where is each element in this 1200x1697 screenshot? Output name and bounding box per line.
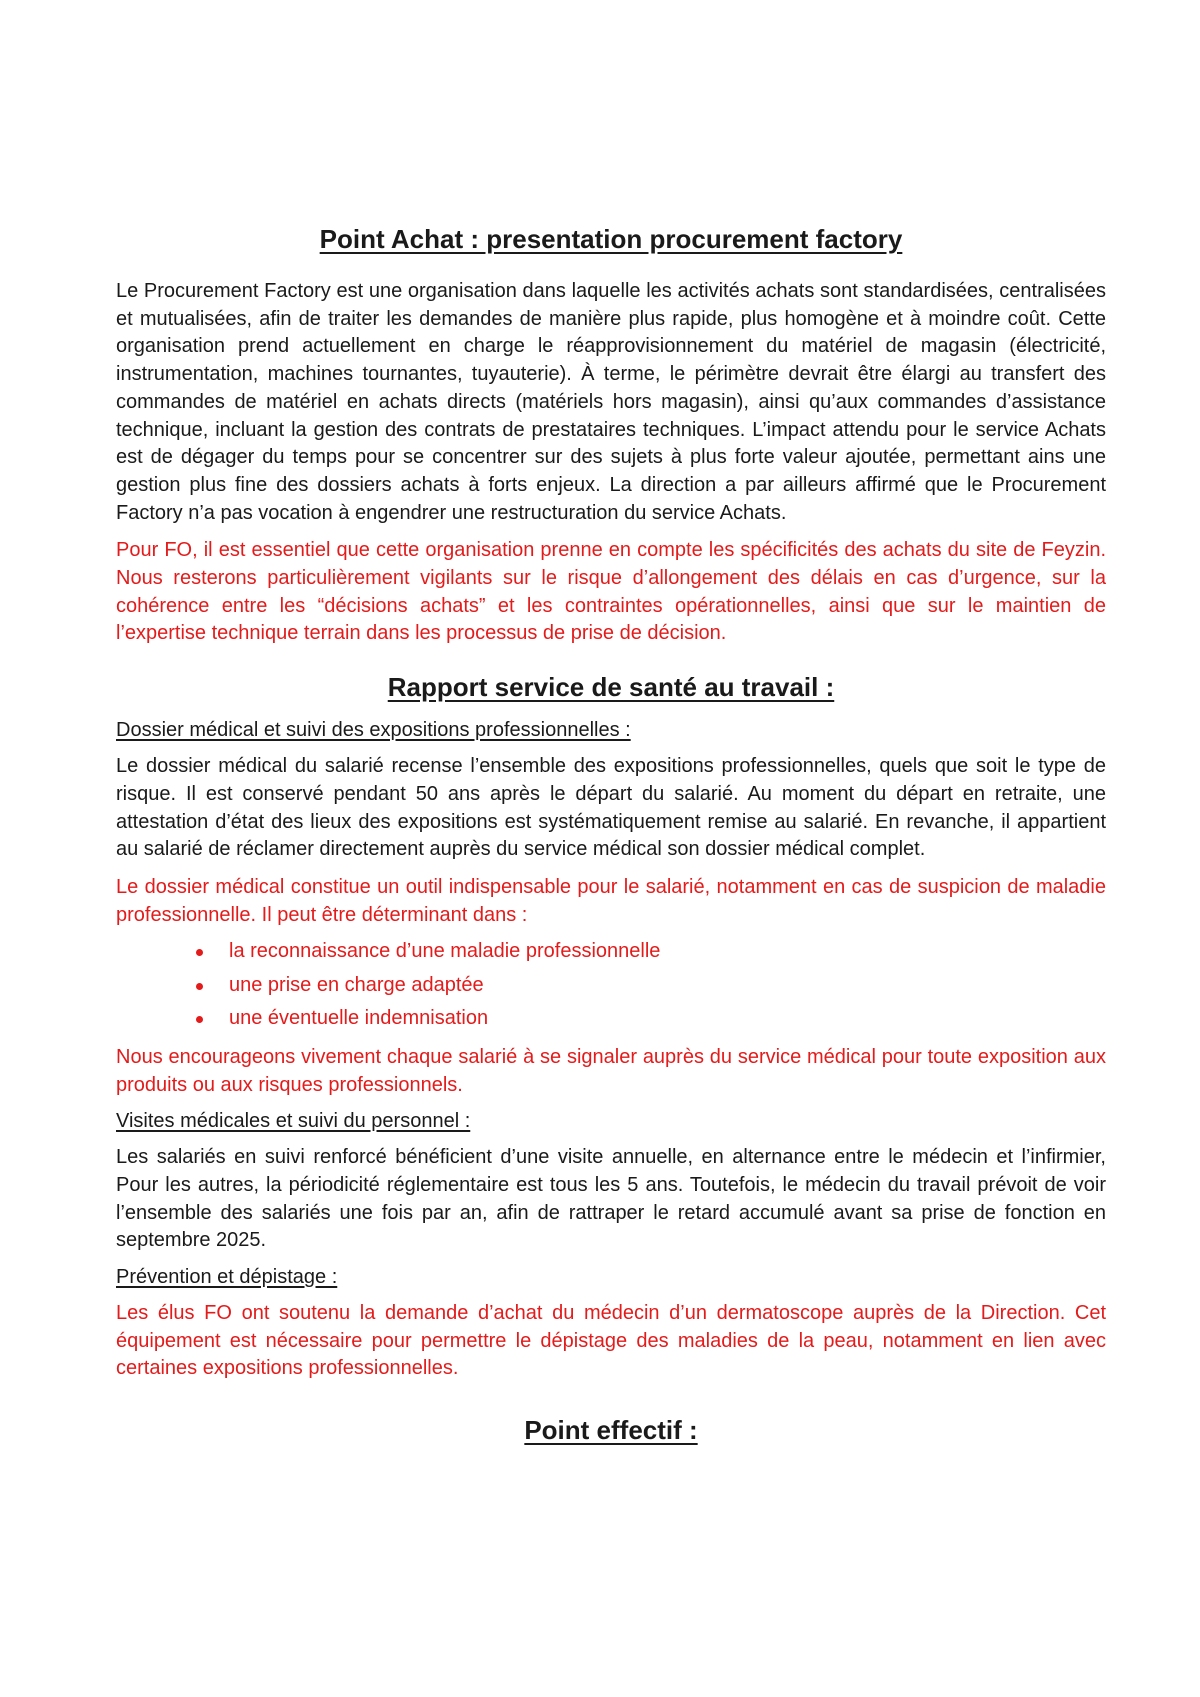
- fo-bullet-list: [116, 935, 1106, 1036]
- bullet-icon: [196, 1016, 203, 1023]
- visites-paragraph: Les salariés en suivi renforcé bénéficient d’une visite annuelle, en alternance entre le médecin et l’infirmier, Pour les autres, la périodicité réglementaire est tous les 5 ans. Toutefois, le médecin du travail prévoit de voir l’ensemble des salariés une fois par an, afin de rattraper le retard accumulé avant sa prise de fonction en septembre 2025.: [116, 1146, 1106, 1252]
- subheading-visites: Visites médicales et suivi du personnel :: [116, 1110, 471, 1133]
- fo-dossier-outro: Nous encourageons vivement chaque salarié à se signaler auprès du service médical pour toute exposition aux produits ou aux risques professionnels.: [116, 1045, 1106, 1096]
- fo-prevention-paragraph: Les élus FO ont soutenu la demande d’achat du médecin d’un dermatoscope auprès de la Direction. Cet équipement est nécessaire pour permettre le dépistage des maladies de la peau, notamment en lien avec certaines expositions professionnelles.: [116, 1302, 1106, 1380]
- list-item: la reconnaissance d’une maladie professionnelle: [116, 935, 1106, 969]
- document-page: [116, 222, 1106, 1447]
- procurement-paragraph: Le Procurement Factory est une organisation dans laquelle les activités achats sont standardisées, centralisées et mutualisées, afin de traiter les demandes de manière plus rapide, plus homogène et à moindre coût. Cette organisation prend actuellement en charge le réapprovisionnement du matériel de magasin (électricité, instrumentation, machines tournantes, tuyauterie). À terme, le périmètre devrait être élargi au transfert des commandes de matériel en achats directs (matériels hors magasin), ainsi qu’aux commandes d’assistance technique, incluant la gestion des contrats de prestataires techniques. L’impact attendu pour le service Achats est de dégager du temps pour se concentrer sur des sujets à plus forte valeur ajoutée, permettant ains une gestion plus fine des dossiers achats à forts enjeux. La direction a par ailleurs affirmé que le Procurement Factory n’a pas vocation à engendrer une restructuration du service Achats.: [116, 280, 1106, 524]
- bullet-icon: [196, 949, 203, 956]
- fo-dossier-intro: Le dossier médical constitue un outil indispensable pour le salarié, notamment en cas de suspicion de maladie professionnelle. Il peut être déterminant dans :: [116, 875, 1106, 926]
- section-title-effectif: Point effectif :: [524, 1415, 698, 1446]
- list-item: une éventuelle indemnisation: [116, 1002, 1106, 1036]
- list-item: une prise en charge adaptée: [116, 969, 1106, 1003]
- section-title-achat: Point Achat : presentation procurement factory: [319, 224, 903, 254]
- bullet-icon: [196, 983, 203, 990]
- fo-position-achat: Pour FO, il est essentiel que cette organisation prenne en compte les spécificités des achats du site de Feyzin. Nous resterons particulièrement vigilants sur le risque d’allongement des délais en cas d’urgence, sur la cohérence entre les “décisions achats” et les contraintes opérationnelles, ainsi que sur le maintien de l’expertise technique terrain dans les processus de prise de décision.: [116, 539, 1106, 645]
- subheading-prevention: Prévention et dépistage :: [116, 1266, 338, 1289]
- section-title-sante: Rapport service de santé au travail :: [387, 672, 835, 703]
- dossier-medical-paragraph: Le dossier médical du salarié recense l’ensemble des expositions professionnelles, quels que soit le type de risque. Il est conservé pendant 50 ans après le départ du salarié. Au moment du départ en retraite, une attestation d’état des lieux des expositions est systématiquement remise au salarié. En revanche, il appartient au salarié de réclamer directement auprès du service médical son dossier médical complet.: [116, 755, 1106, 861]
- subheading-dossier-medical: Dossier médical et suivi des expositions professionnelles :: [116, 719, 631, 742]
